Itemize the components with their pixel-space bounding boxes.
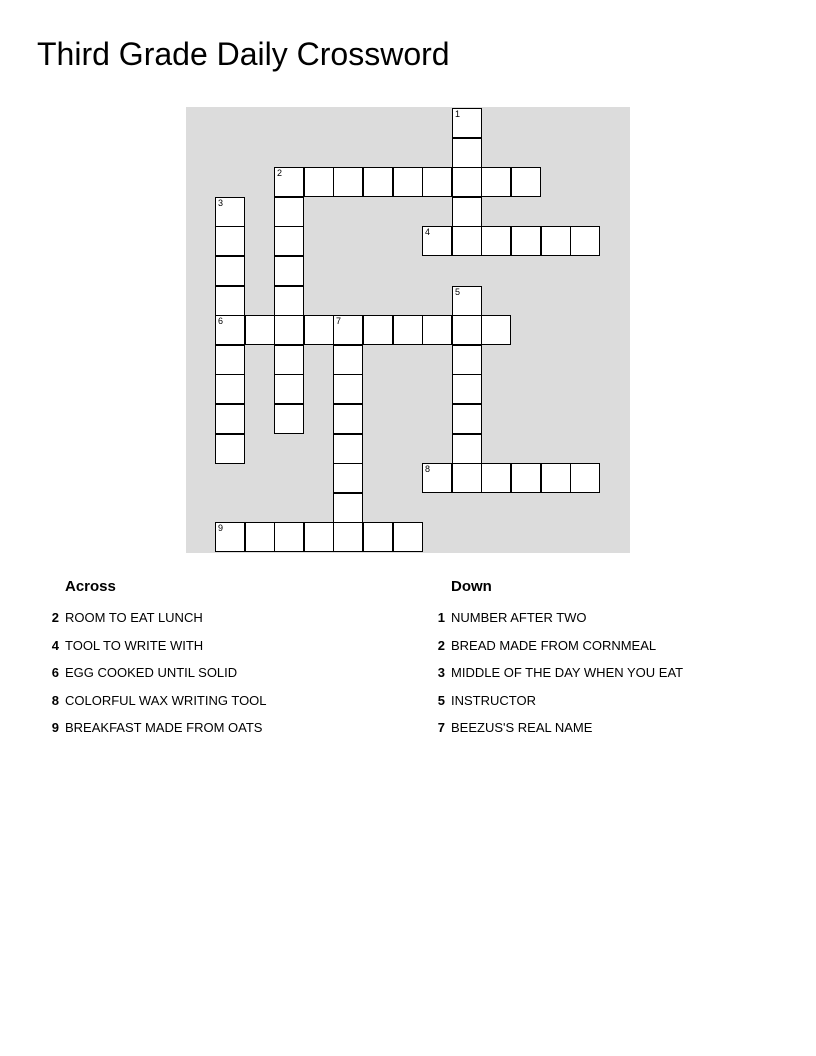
across-clue	[47, 609, 417, 637]
cell-number: 5	[455, 287, 461, 297]
crossword-cell[interactable]	[422, 315, 452, 345]
crossword-cell[interactable]	[245, 522, 275, 552]
clue-number: 9	[51, 720, 59, 735]
down-clue	[433, 719, 803, 747]
crossword-cell[interactable]	[452, 315, 482, 345]
crossword-cell[interactable]	[452, 226, 482, 256]
across-clue-list	[47, 609, 417, 747]
down-clue	[433, 664, 803, 692]
crossword-cell[interactable]	[215, 434, 245, 464]
crossword-cell[interactable]	[363, 315, 393, 345]
crossword-cell[interactable]	[274, 167, 304, 197]
crossword-cell[interactable]	[215, 256, 245, 286]
crossword-cell[interactable]	[215, 522, 245, 552]
crossword-cell[interactable]	[274, 286, 304, 316]
crossword-cell[interactable]	[215, 286, 245, 316]
clue-number: 2	[51, 610, 59, 625]
clue-text: MIDDLE OF THE DAY WHEN YOU EAT	[451, 665, 684, 680]
across-clue	[47, 719, 417, 747]
crossword-cell[interactable]	[393, 522, 423, 552]
clue-number: 2	[437, 637, 445, 653]
across-heading: Across	[65, 578, 116, 595]
crossword-cell[interactable]	[333, 463, 363, 493]
crossword-cell[interactable]	[245, 315, 275, 345]
clue-text: BEEZUS'S REAL NAME	[451, 720, 593, 735]
crossword-cell[interactable]	[215, 315, 245, 345]
crossword-cell[interactable]	[393, 315, 423, 345]
clue-text: BREAD MADE FROM CORNMEAL	[451, 637, 657, 653]
crossword-grid	[186, 107, 630, 553]
crossword-cell[interactable]	[333, 404, 363, 434]
clue-text: TOOL TO WRITE WITH	[65, 637, 204, 653]
crossword-cell[interactable]	[452, 463, 482, 493]
crossword-cell[interactable]	[481, 463, 511, 493]
clue-number: 4	[51, 637, 59, 653]
crossword-cell[interactable]	[333, 167, 363, 197]
crossword-cell[interactable]	[274, 226, 304, 256]
crossword-cell[interactable]	[274, 522, 304, 552]
clue-text: BREAKFAST MADE FROM OATS	[65, 720, 263, 735]
cell-number: 9	[218, 523, 224, 533]
crossword-cell[interactable]	[481, 167, 511, 197]
crossword-cell[interactable]	[215, 374, 245, 404]
cell-number: 7	[336, 316, 342, 326]
crossword-cell[interactable]	[481, 226, 511, 256]
cell-number: 2	[277, 168, 283, 178]
crossword-cell[interactable]	[304, 167, 334, 197]
crossword-cell[interactable]	[541, 463, 571, 493]
crossword-cell[interactable]	[481, 315, 511, 345]
down-clue	[433, 609, 803, 637]
crossword-cell[interactable]	[274, 315, 304, 345]
crossword-cell[interactable]	[363, 522, 393, 552]
across-clue	[47, 692, 417, 720]
crossword-cell[interactable]	[333, 315, 363, 345]
crossword-cell[interactable]	[333, 493, 363, 523]
clue-number: 5	[437, 692, 445, 708]
crossword-cell[interactable]	[452, 404, 482, 434]
crossword-cell[interactable]	[452, 108, 482, 138]
crossword-cell[interactable]	[274, 197, 304, 227]
crossword-cell[interactable]	[393, 167, 423, 197]
across-clue	[47, 637, 417, 665]
clue-number: 3	[437, 665, 445, 680]
crossword-cell[interactable]	[570, 226, 600, 256]
crossword-cell[interactable]	[422, 167, 452, 197]
crossword-cell[interactable]	[570, 463, 600, 493]
crossword-cell[interactable]	[422, 226, 452, 256]
crossword-cell[interactable]	[215, 226, 245, 256]
crossword-cell[interactable]	[304, 315, 334, 345]
clue-number: 1	[437, 610, 445, 625]
cell-number: 6	[218, 316, 224, 326]
clue-number: 6	[51, 665, 59, 680]
crossword-cell[interactable]	[452, 345, 482, 375]
crossword-cell[interactable]	[511, 167, 541, 197]
crossword-cell[interactable]	[452, 167, 482, 197]
clue-text: ROOM TO EAT LUNCH	[65, 610, 203, 625]
crossword-cell[interactable]	[274, 345, 304, 375]
crossword-cell[interactable]	[274, 374, 304, 404]
crossword-cell[interactable]	[511, 463, 541, 493]
crossword-cell[interactable]	[274, 404, 304, 434]
down-heading: Down	[451, 578, 492, 595]
crossword-cell[interactable]	[333, 434, 363, 464]
crossword-cell[interactable]	[274, 256, 304, 286]
crossword-cell[interactable]	[215, 345, 245, 375]
crossword-cell[interactable]	[333, 374, 363, 404]
across-clue	[47, 664, 417, 692]
down-clue	[433, 692, 803, 720]
crossword-cell[interactable]	[304, 522, 334, 552]
crossword-cell[interactable]	[452, 197, 482, 227]
crossword-cell[interactable]	[452, 434, 482, 464]
down-clue	[433, 637, 803, 665]
clue-text: COLORFUL WAX WRITING TOOL	[65, 692, 267, 708]
clue-text: INSTRUCTOR	[451, 692, 536, 708]
crossword-cell[interactable]	[215, 404, 245, 434]
crossword-cell[interactable]	[333, 522, 363, 552]
crossword-cell[interactable]	[215, 197, 245, 227]
crossword-cell[interactable]	[452, 286, 482, 316]
cell-number: 1	[455, 109, 461, 119]
page-title: Third Grade Daily Crossword	[37, 36, 450, 72]
crossword-cell[interactable]	[452, 138, 482, 168]
crossword-cell[interactable]	[452, 374, 482, 404]
clue-text: NUMBER AFTER TWO	[451, 610, 587, 625]
clue-number: 8	[51, 692, 59, 708]
crossword-cell[interactable]	[333, 345, 363, 375]
cell-number: 4	[425, 227, 431, 237]
cell-number: 8	[425, 464, 431, 474]
crossword-cell[interactable]	[511, 226, 541, 256]
clue-text: EGG COOKED UNTIL SOLID	[65, 665, 238, 680]
crossword-cell[interactable]	[422, 463, 452, 493]
down-clue-list	[433, 609, 803, 747]
crossword-cell[interactable]	[541, 226, 571, 256]
crossword-cell[interactable]	[363, 167, 393, 197]
cell-number: 3	[218, 198, 224, 208]
clue-number: 7	[437, 720, 445, 735]
